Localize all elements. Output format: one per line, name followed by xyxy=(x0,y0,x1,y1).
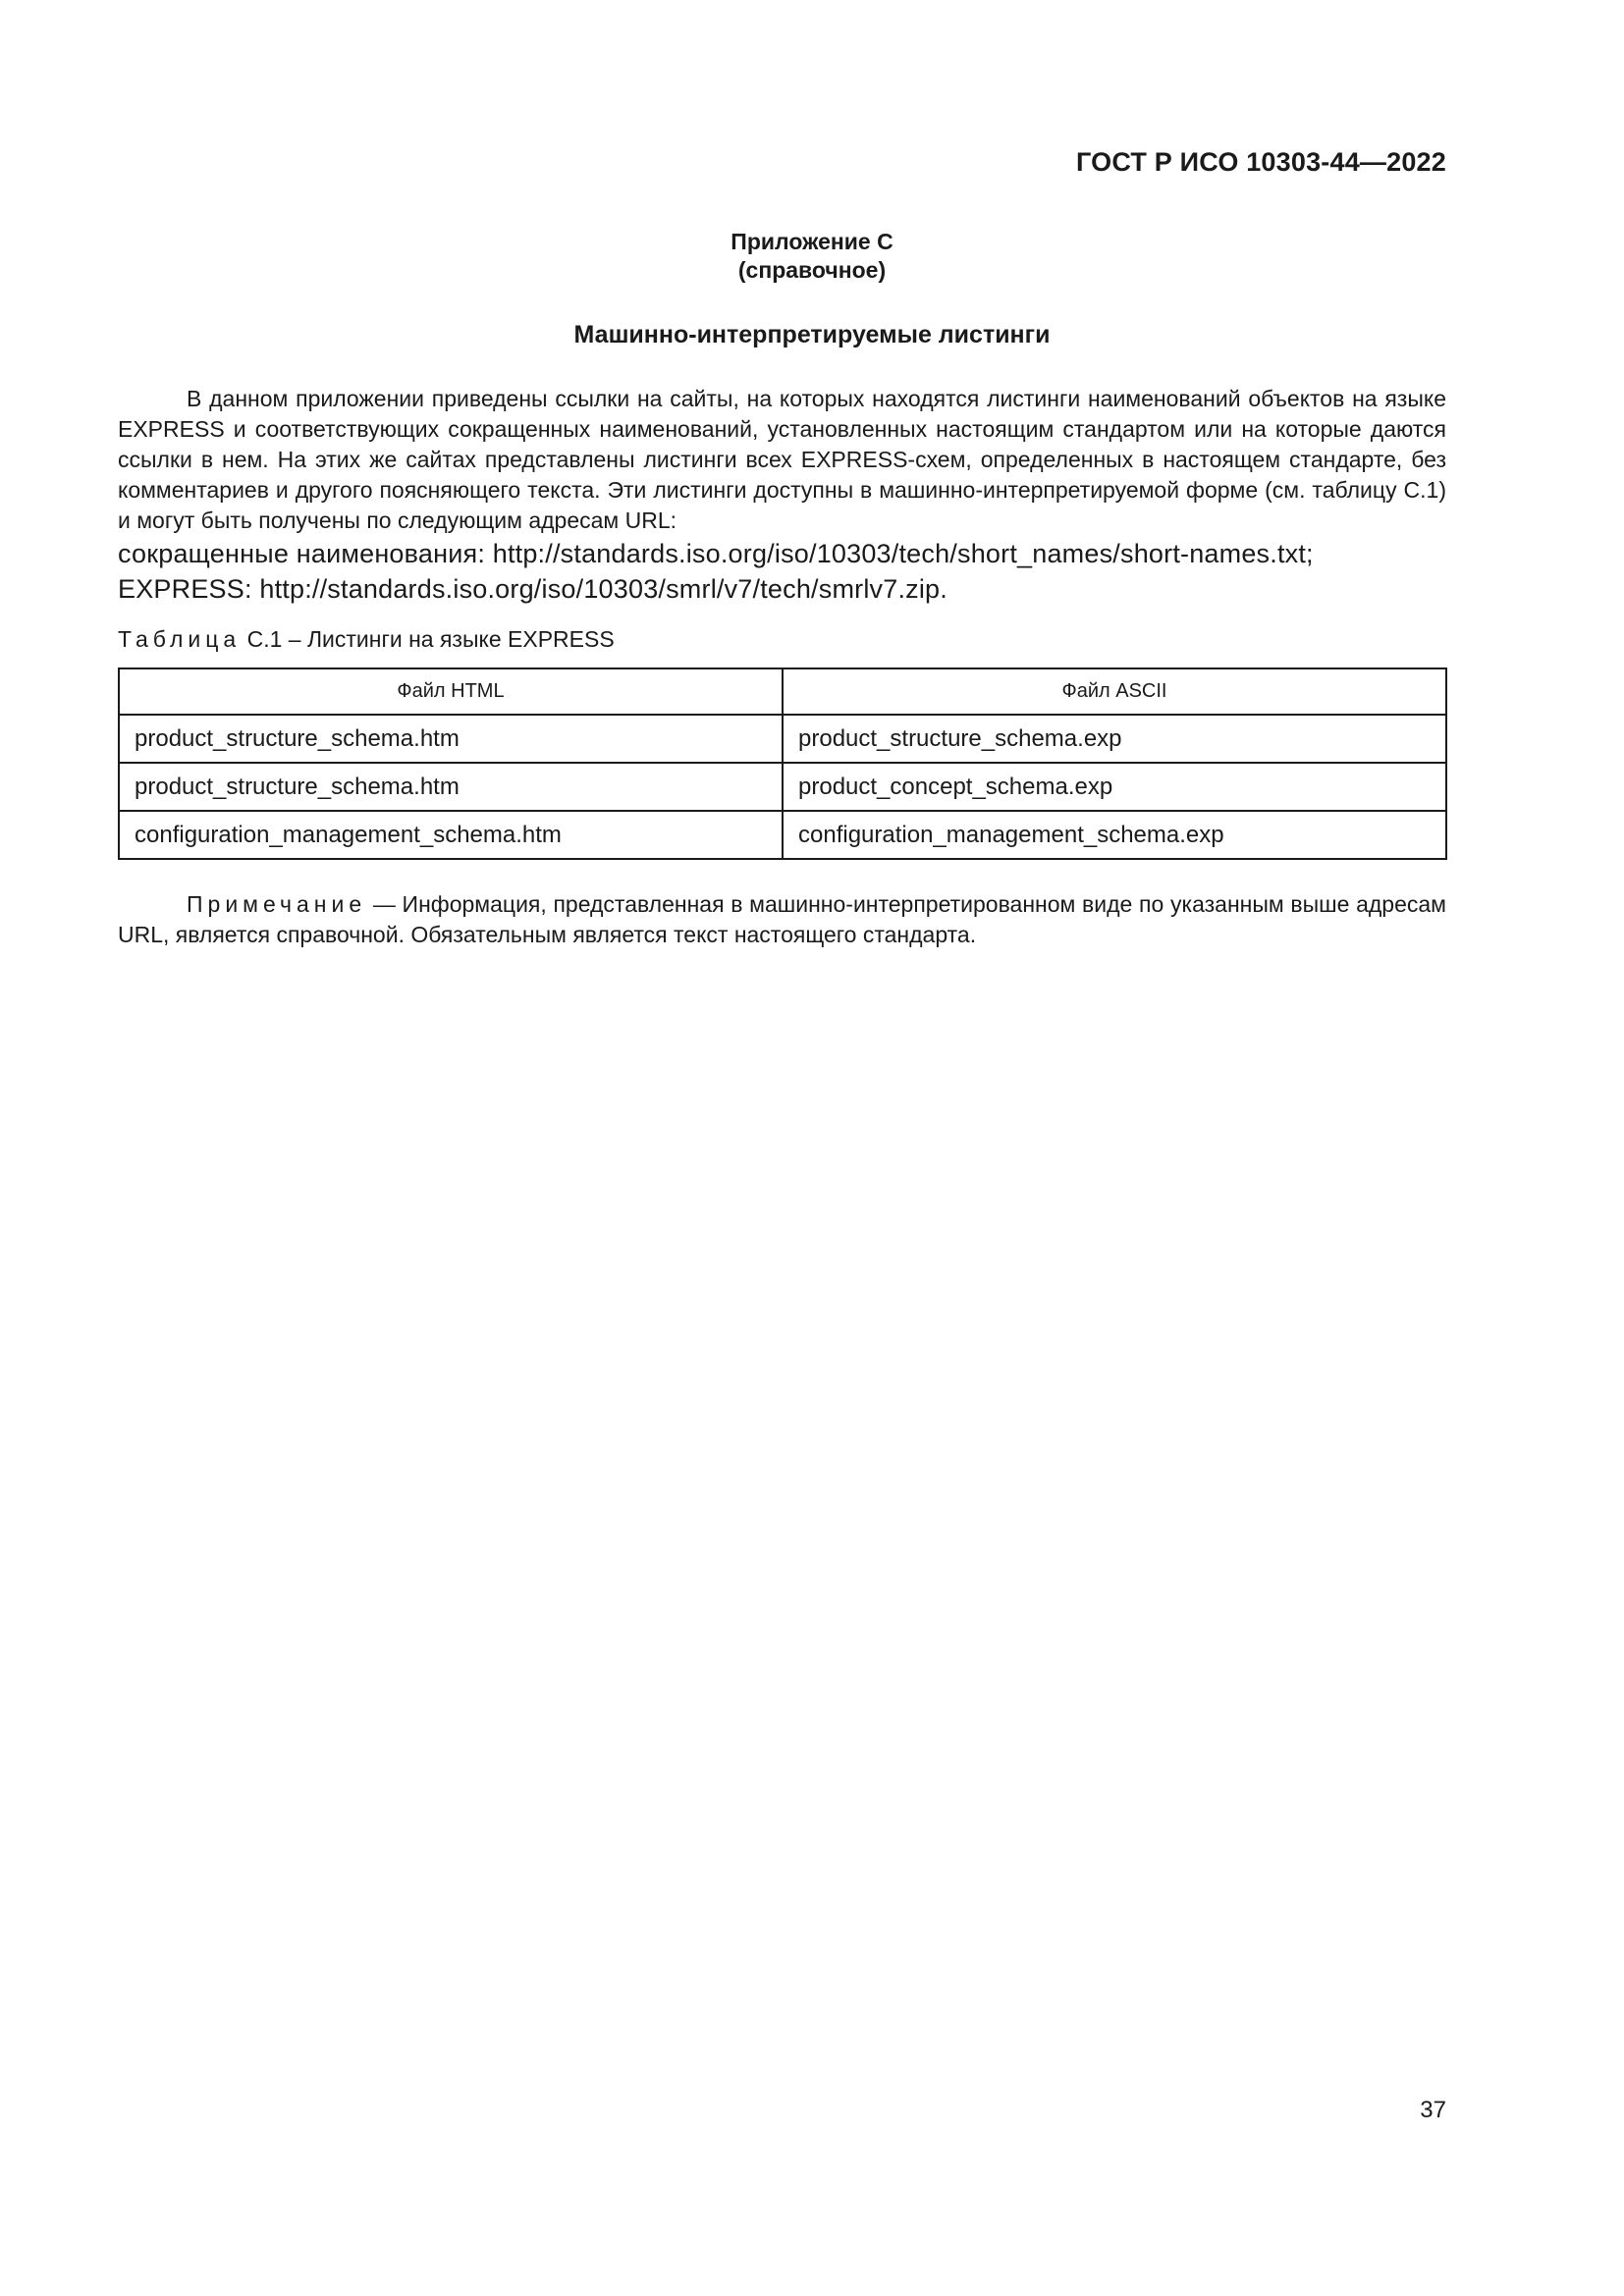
section-title: Машинно-интерпретируемые листинги xyxy=(573,321,1051,348)
page-number: 37 xyxy=(1420,2097,1446,2123)
note xyxy=(118,889,1446,950)
cell-ascii-file: product_structure_schema.exp xyxy=(783,715,1446,763)
cell-ascii-file: product_concept_schema.exp xyxy=(783,763,1446,811)
table-caption xyxy=(118,626,615,653)
header-ascii-file: Файл ASCII xyxy=(783,668,1446,715)
listings-table xyxy=(118,667,1447,860)
note-label: Примечание xyxy=(187,891,367,917)
url-short-names: сокращенные наименования: http://standards.iso.org/iso/10303/tech/short_names/short-names.txt; xyxy=(118,539,1314,568)
table-caption-label: Таблица xyxy=(118,626,242,652)
cell-html-file: product_structure_schema.htm xyxy=(119,715,783,763)
cell-html-file: product_structure_schema.htm xyxy=(119,763,783,811)
intro-paragraph: В данном приложении приведены ссылки на сайты, на которых находятся листинги наименований объектов на языке EXPRESS и соответствующих сокращенных наименований, установленных настоящим стандартом или на которые даются ссылки в нем. На этих же сайтах представлены листинги всех EXPRESS-схем, определенных в настоящем стандарте, без комментариев и другого поясняющего текста. Эти листинги доступны в машинно-интерпретируемой форме (см. таблицу С.1) и могут быть получены по следующим адресам URL: xyxy=(118,386,1446,533)
standard-code: ГОСТ Р ИСО 10303-44—2022 xyxy=(1076,147,1446,177)
note-paragraph xyxy=(118,889,1446,950)
cell-html-file: configuration_management_schema.htm xyxy=(119,811,783,859)
table-row xyxy=(119,763,1446,811)
table-header-row xyxy=(119,668,1446,715)
appendix-subtitle: (справочное) xyxy=(737,257,887,283)
body-text xyxy=(118,384,1446,607)
cell-ascii-file: configuration_management_schema.exp xyxy=(783,811,1446,859)
note-text: — Информация, представленная в машинно-интерпретированном виде по указанным выше адресам URL, является справочной. Обязательным является текст настоящего стандарта. xyxy=(118,891,1446,947)
header-html-file: Файл HTML xyxy=(119,668,783,715)
table-row xyxy=(119,811,1446,859)
url-express: EXPRESS: http://standards.iso.org/iso/10303/smrl/v7/tech/smrlv7.zip. xyxy=(118,574,947,604)
appendix-title: Приложение С xyxy=(731,229,893,254)
appendix-heading xyxy=(0,228,1624,285)
table-caption-text: С.1 – Листинги на языке EXPRESS xyxy=(241,626,615,652)
table-row xyxy=(119,715,1446,763)
